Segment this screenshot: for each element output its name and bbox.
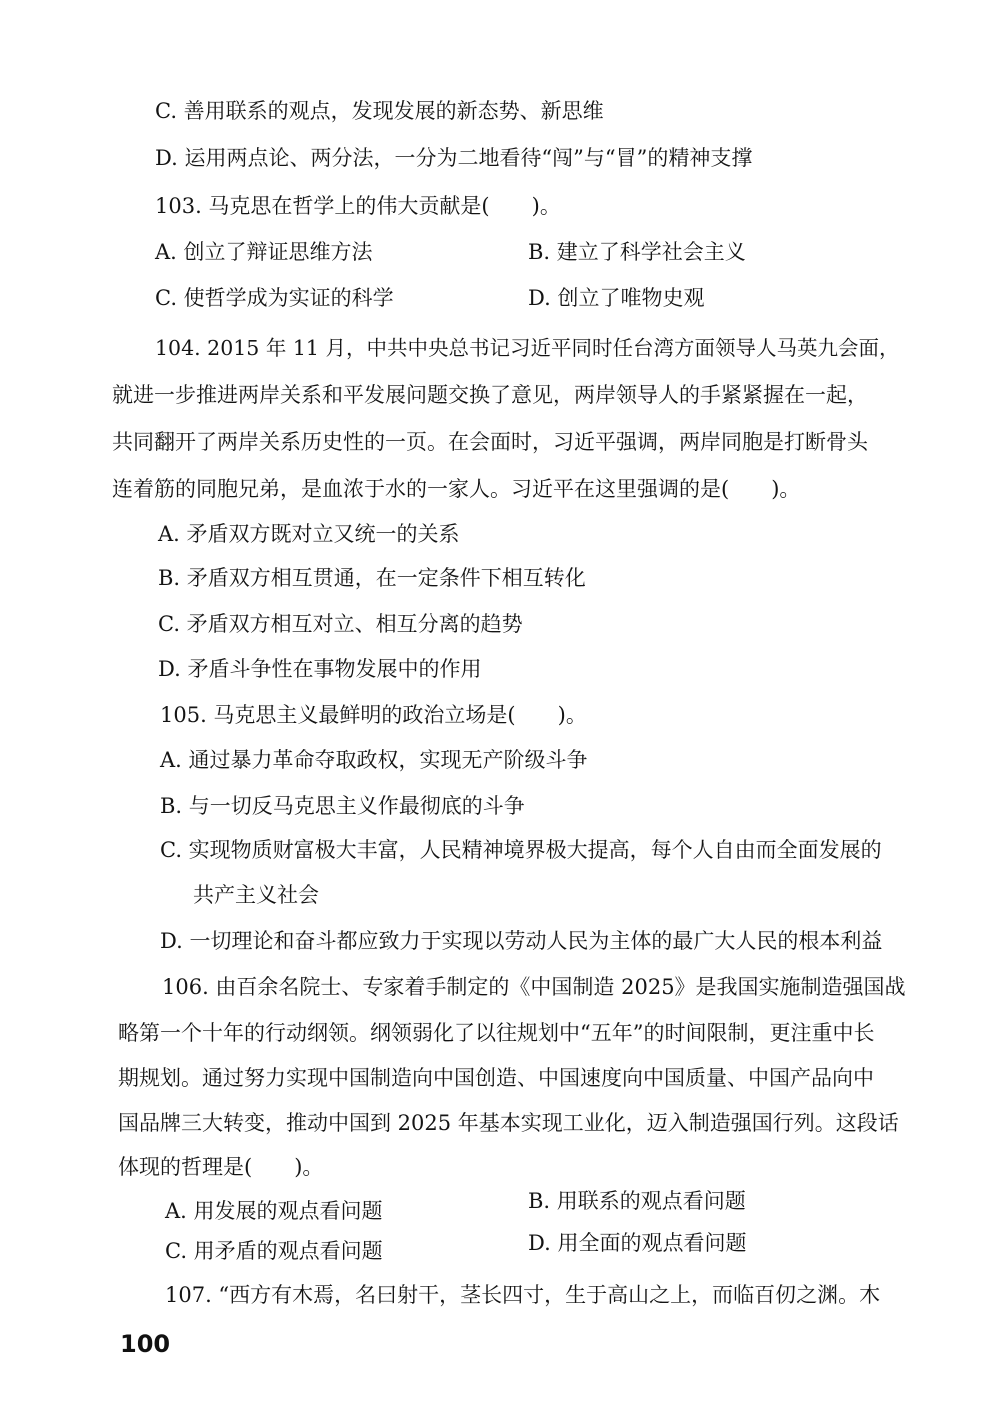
q105-option-d: D. 一切理论和奋斗都应致力于实现以劳动人民为主体的最广大人民的根本利益: [160, 929, 883, 953]
q105-option-c-continued: 共产主义社会: [193, 883, 319, 907]
q103-stem: 103. 马克思在哲学上的伟大贡献是( )。: [155, 194, 561, 218]
q103-option-b: B. 建立了科学社会主义: [528, 240, 746, 264]
q105-stem: 105. 马克思主义最鲜明的政治立场是( )。: [160, 703, 587, 727]
q104-option-c: C. 矛盾双方相互对立、相互分离的趋势: [158, 612, 523, 636]
q104-stem-line: 104. 2015 年 11 月，中共中央总书记习近平同时任台湾方面领导人马英九会面，: [155, 336, 900, 360]
q106-option-c: C. 用矛盾的观点看问题: [165, 1239, 383, 1263]
q106-stem-line: 106. 由百余名院士、专家着手制定的《中国制造 2025》是我国实施制造强国战: [162, 975, 906, 999]
q104-option-a: A. 矛盾双方既对立又统一的关系: [158, 522, 460, 546]
q102-option-d: D. 运用两点论、两分法，一分为二地看待“闯”与“冒”的精神支撑: [155, 146, 753, 170]
q105-option-c: C. 实现物质财富极大丰富，人民精神境界极大提高，每个人自由而全面发展的: [160, 838, 882, 862]
q104-stem-line: 共同翻开了两岸关系历史性的一页。在会面时，习近平强调，两岸同胞是打断骨头: [112, 430, 868, 454]
q106-option-b: B. 用联系的观点看问题: [528, 1189, 746, 1213]
q106-option-d: D. 用全面的观点看问题: [528, 1231, 747, 1255]
q103-option-c: C. 使哲学成为实证的科学: [155, 286, 394, 310]
q107-stem: 107. “西方有木焉，名曰射干，茎长四寸，生于高山之上，而临百仞之渊。木: [165, 1283, 881, 1307]
q104-option-b: B. 矛盾双方相互贯通，在一定条件下相互转化: [158, 566, 586, 590]
q104-option-d: D. 矛盾斗争性在事物发展中的作用: [158, 657, 482, 681]
q104-stem-line: 连着筋的同胞兄弟，是血浓于水的一家人。习近平在这里强调的是( )。: [112, 477, 801, 501]
page-number: 100: [120, 1330, 171, 1358]
q106-stem-line: 体现的哲理是( )。: [118, 1155, 324, 1179]
q106-stem-line: 国品牌三大转变，推动中国到 2025 年基本实现工业化，迈入制造强国行列。这段话: [118, 1111, 899, 1135]
q105-option-b: B. 与一切反马克思主义作最彻底的斗争: [160, 794, 525, 818]
q106-option-a: A. 用发展的观点看问题: [165, 1199, 383, 1223]
q105-option-a: A. 通过暴力革命夺取政权，实现无产阶级斗争: [160, 748, 588, 772]
q104-stem-line: 就进一步推进两岸关系和平发展问题交换了意见，两岸领导人的手紧紧握在一起，: [112, 383, 868, 407]
q106-stem-line: 略第一个十年的行动纲领。纲领弱化了以往规划中“五年”的时间限制，更注重中长: [118, 1021, 875, 1045]
q106-stem-line: 期规划。通过努力实现中国制造向中国创造、中国速度向中国质量、中国产品向中: [118, 1066, 874, 1090]
q102-option-c: C. 善用联系的观点，发现发展的新态势、新思维: [155, 99, 604, 123]
q103-option-d: D. 创立了唯物史观: [528, 286, 705, 310]
q103-option-a: A. 创立了辩证思维方法: [155, 240, 373, 264]
